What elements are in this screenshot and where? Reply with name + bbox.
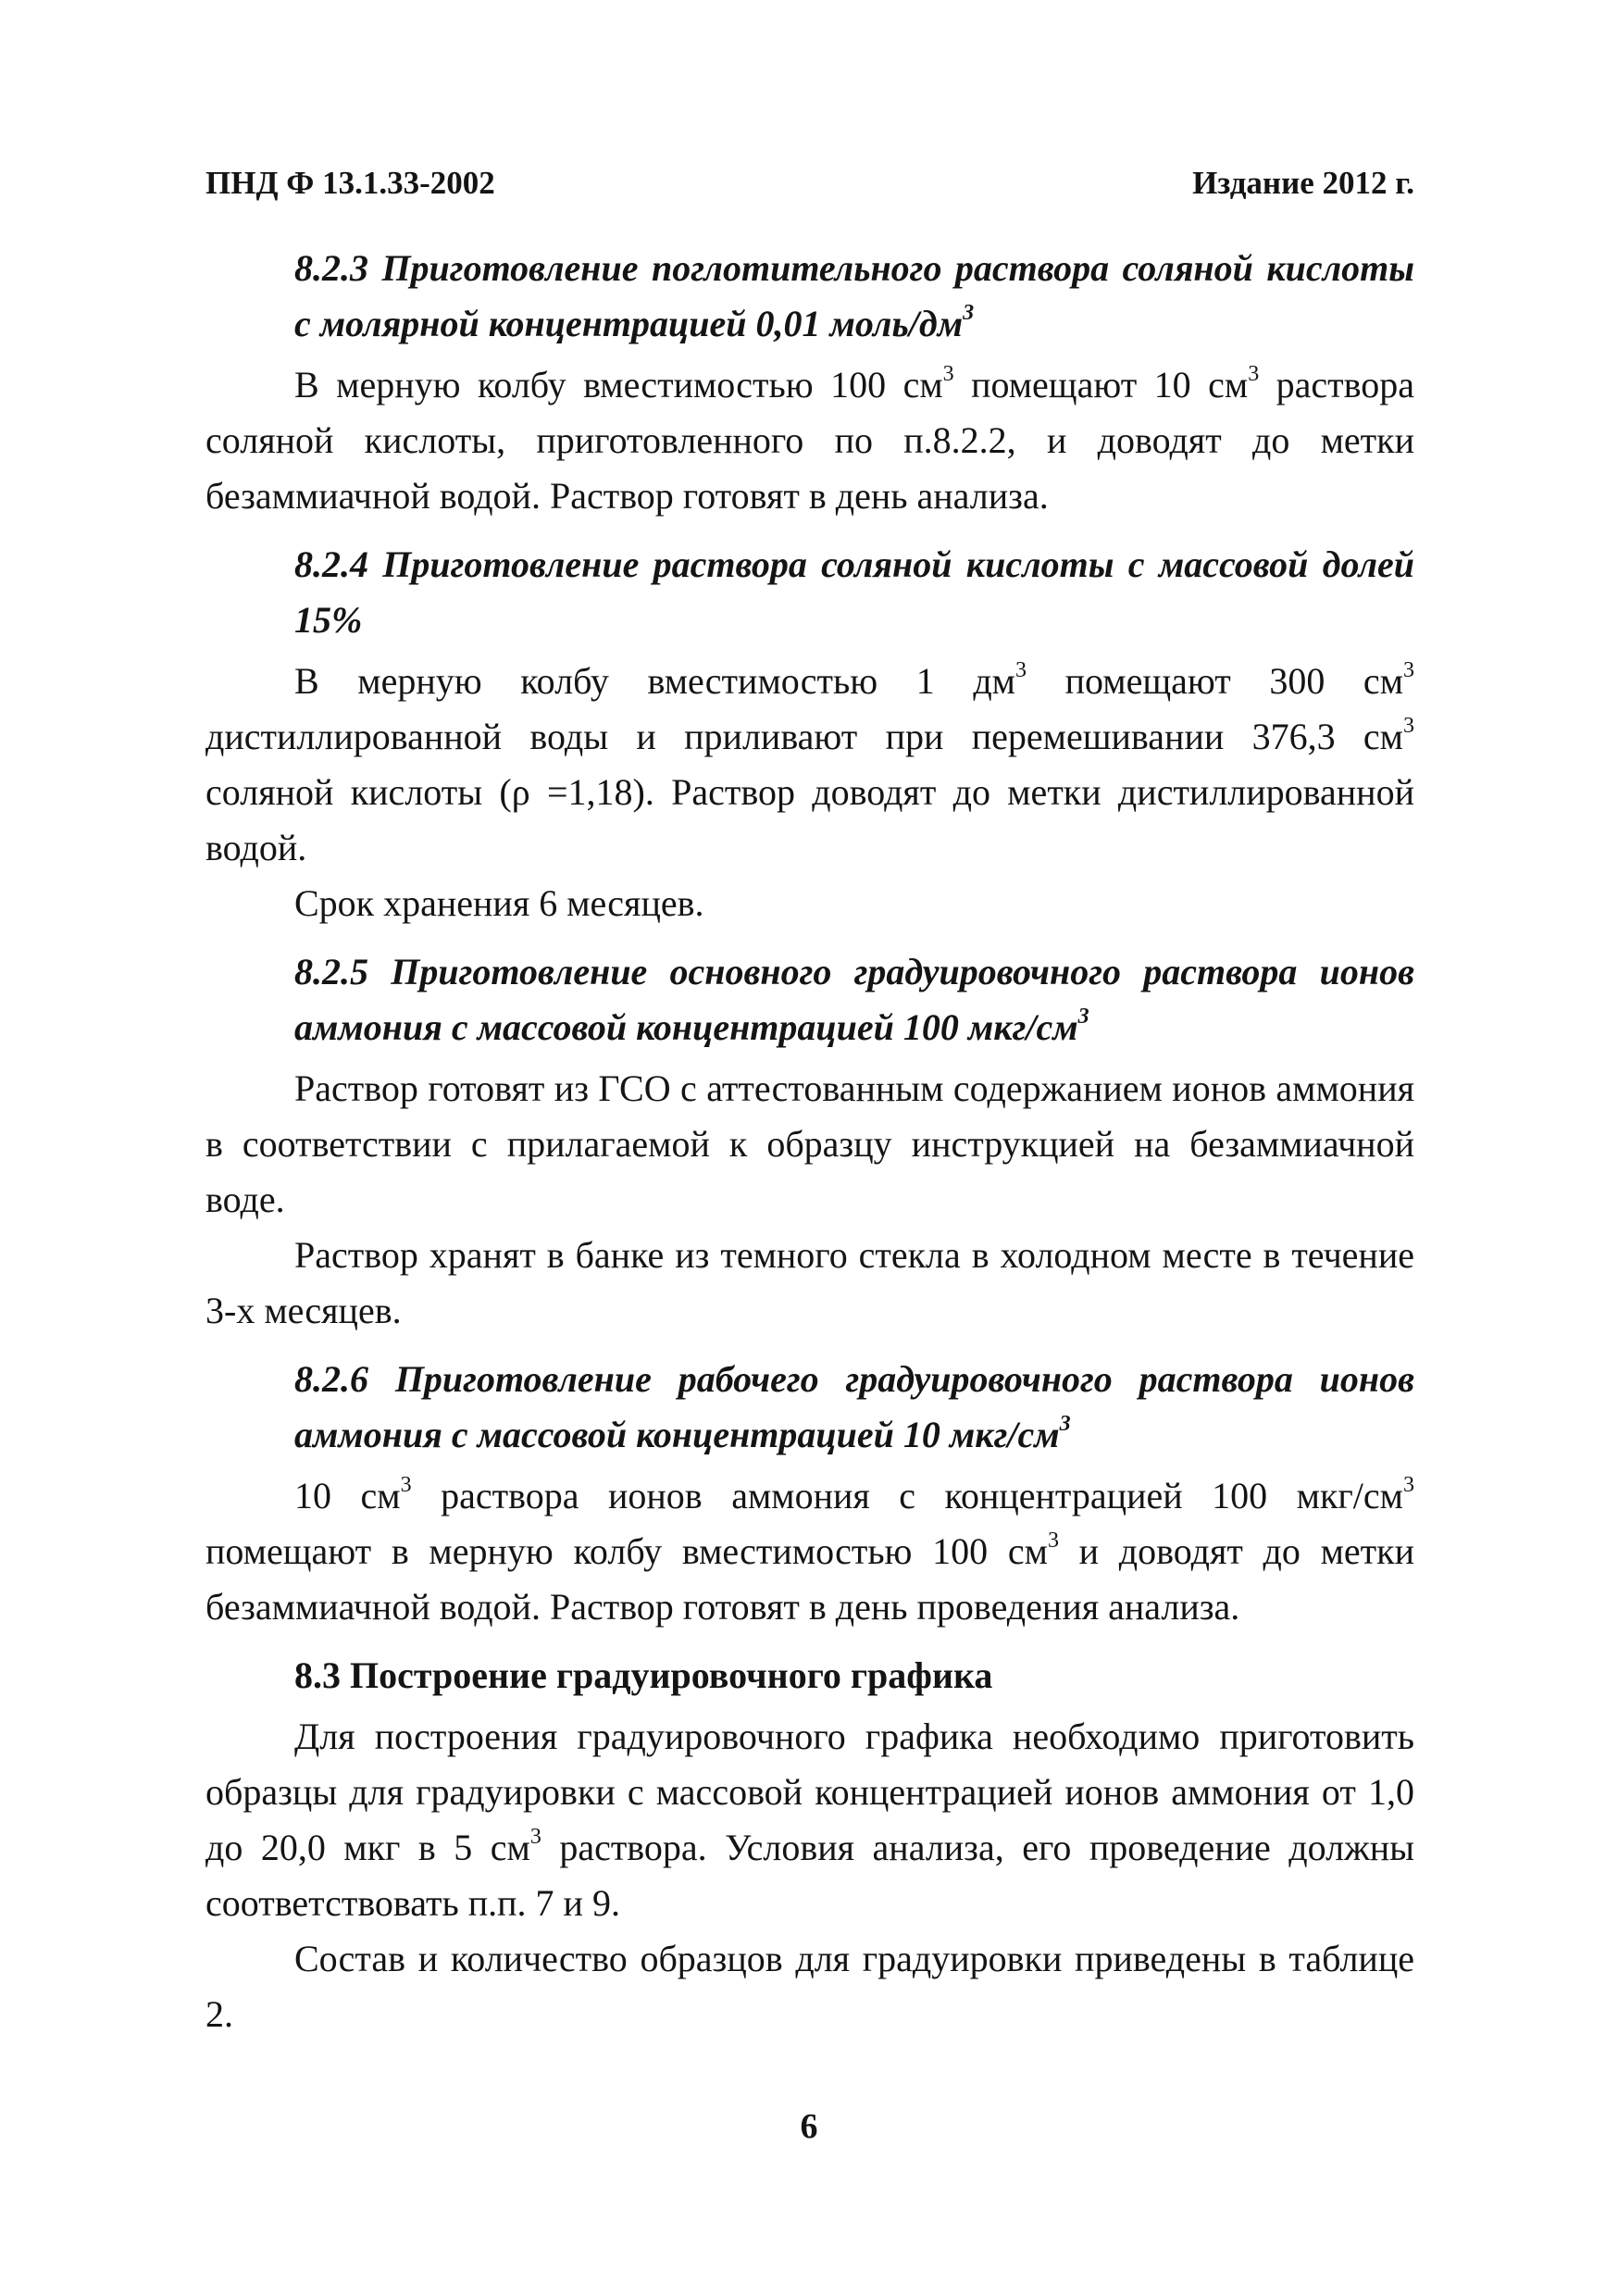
paragraph: Для построения градуировочного графика необходимо приготовить образцы для градуировки с массовой концентрацией ионов аммония от 1,0 до 20,0 мкг в 5 $см^3$ раствора. Условия анализа, его проведение должны соответствовать п.п. 7 и 9.	[205, 1716, 1414, 1924]
edition-label: Издание 2012 г.	[1192, 165, 1414, 201]
page-number: 6	[800, 2107, 818, 2146]
paragraph: 10 $см^3$ раствора ионов аммония с концентрацией 100 мкг/$см^3$ помещают в мерную колбу вместимостью 100 $см^3$ и доводят до метки безаммиачной водой. Раствор готовят в день проведения анализа.	[205, 1473, 1415, 1628]
document-body	[205, 241, 1414, 2042]
document-code: ПНД Ф 13.1.33-2002	[205, 165, 495, 201]
paragraph: Раствор хранят в банке из темного стекла в холодном месте в течение 3-х месяцев.	[205, 1234, 1414, 1331]
paragraph: В мерную колбу вместимостью 100 $см^3$ помещают 10 $см^3$ раствора соляной кислоты, приготовленного по п.8.2.2, и доводят до метки безаммиачной водой. Раствор готовят в день анализа.	[205, 362, 1415, 517]
paragraph: Состав и количество образцов для градуировки приведены в таблице 2.	[205, 1938, 1414, 2035]
section-heading-8-2-3: 8.2.3 Приготовление поглотительного раствора соляной кислоты с молярной концентрацией 0,01 моль/$дм^3$	[294, 247, 1414, 344]
paragraph: В мерную колбу вместимостью 1 $дм^3$ помещают 300 $см^3$ дистиллированной воды и приливают при перемешивании 376,3 $см^3$ соляной кислоты (ρ =1,18). Раствор доводят до метки дистиллированной водой.	[205, 658, 1415, 868]
section-heading-8-2-6: 8.2.6 Приготовление рабочего градуировочного раствора ионов аммония с массовой концентрацией 10 мкг/$см^3$	[294, 1358, 1414, 1455]
section-heading-8-2-4: 8.2.4 Приготовление раствора соляной кислоты с массовой долей 15%	[294, 543, 1414, 641]
page-header	[205, 165, 1414, 220]
paragraph: Раствор готовят из ГСО с аттестованным содержанием ионов аммония в соответствии с прилагаемой к образцу инструкцией на безаммиачной воде.	[205, 1067, 1414, 1220]
section-heading-8-3: 8.3 Построение градуировочного графика	[294, 1654, 993, 1696]
paragraph: Срок хранения 6 месяцев.	[294, 882, 704, 924]
section-heading-8-2-5: 8.2.5 Приготовление основного градуировочного раствора ионов аммония с массовой концентрацией 100 мкг/$см^3$	[294, 951, 1414, 1048]
